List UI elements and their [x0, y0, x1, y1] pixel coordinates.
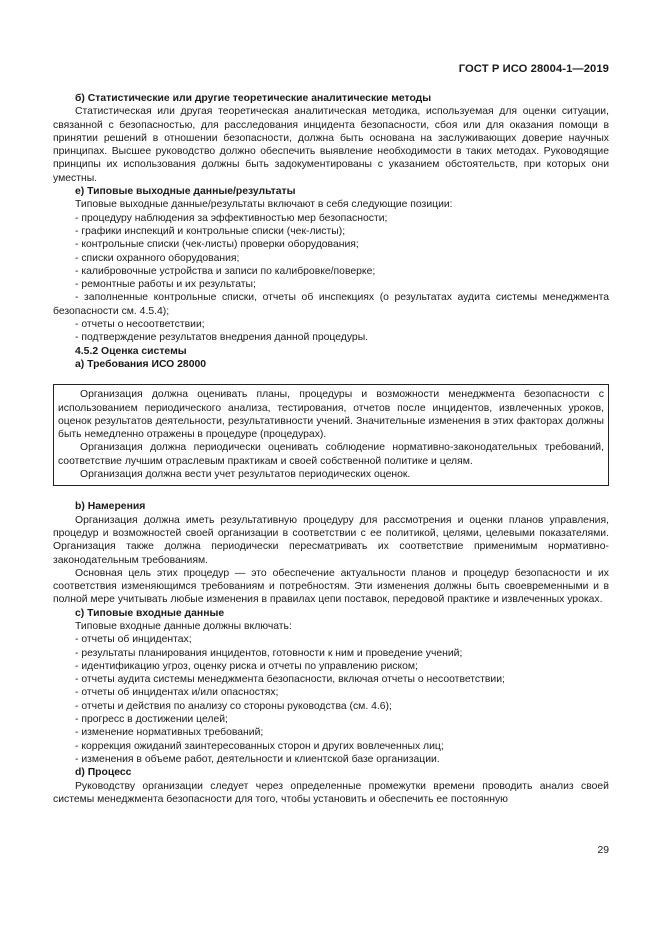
section-d-heading: d) Процесс — [75, 767, 132, 779]
section-d-paragraph: Руководству организации следует через определенные промежутки времени проводить анализ своей системы менеджмента безопасности для того, чтобы установить и обеспечить ее постоянную — [53, 780, 609, 805]
requirement-paragraph: Организация должна оценивать планы, процедуры и возможности менеджмента безопасности с использованием периодического анализа, тестирования, отчетов после инцидентов, извлеченных уроков, оценок результатов деятельности, результативности учений. Значительные изменения в этих факторах должны быть немедленно отражены в процедуре (процедурах). — [58, 389, 604, 441]
list-item: - ремонтные работы и их результаты; — [75, 279, 256, 291]
section-b-paragraph: Организация должна иметь результативную процедуру для рассмотрения и оценки планов управления, процедур и возможностей своей организации в соответствии с ее политикой, целями, целевыми показателями. Организация также должна периодически пересматривать их соответствие применимым нормативно-законодательным требованиям. — [53, 514, 609, 566]
list-item: - контрольные списки (чек-листы) проверки оборудования; — [75, 239, 359, 251]
list-item: - калибровочные устройства и записи по калибровке/поверке; — [75, 265, 376, 277]
list-item: - отчеты о несоответствии; — [75, 319, 205, 331]
page-content — [53, 92, 609, 806]
list-item: - отчеты и действия по анализу со стороны руководства (см. 4.6); — [75, 700, 392, 712]
list-item: - отчеты об инцидентах и/или опасностях; — [75, 687, 279, 699]
list-item: - отчеты об инцидентах; — [75, 634, 192, 646]
iso-requirements-box — [53, 384, 609, 486]
list-item: - списки охранного оборудования; — [75, 252, 240, 264]
list-item: - отчеты аудита системы менеджмента безопасности, включая отчеты о несоответствии; — [75, 674, 505, 686]
section-c-intro: Типовые входные данные должны включать: — [75, 620, 292, 632]
list-item: - прогресс в достижении целей; — [75, 714, 228, 726]
clause-4-5-2-heading: 4.5.2 Оценка системы — [75, 345, 187, 357]
list-item: - результаты планирования инцидентов, готовности к ним и проведение учений; — [75, 647, 463, 659]
section-e-intro: Типовые выходные данные/результаты включают в себя следующие позиции: — [75, 199, 453, 211]
page-number: 29 — [597, 845, 609, 856]
list-item: - заполненные контрольные списки, отчеты об инспекциях (о результатах аудита системы менеджмента безопасности см. 4.5.4); — [53, 292, 609, 317]
section-f-paragraph: Статистическая или другая теоретическая аналитическая методика, используемая для оценки ситуации, связанной с безопасностью, для расследования инцидента безопасности, сбоя или для оказания помощи в принятии решений в отношении безопасности, должна быть основана на заслуживающих доверие научных принципах. Высшее руководство должно обеспечить выявление необходимости в таких методах. Руководящие принципы их использования должны быть задокументированы с указанием обстоятельств, при которых они уместны. — [53, 106, 609, 184]
list-item: - изменение нормативных требований; — [75, 727, 264, 739]
list-item: - графики инспекций и контрольные списки (чек-листы); — [75, 225, 346, 237]
list-item: - подтверждение результатов внедрения данной процедуры. — [75, 332, 369, 344]
list-item: - коррекция ожиданий заинтересованных сторон и других вовлеченных лиц; — [75, 740, 444, 752]
list-item: - идентификацию угроз, оценку риска и отчеты по управлению риском; — [75, 660, 418, 672]
requirement-paragraph: Организация должна вести учет результатов периодических оценок. — [80, 469, 411, 481]
section-f-heading: б) Статистические или другие теоретические аналитические методы — [75, 93, 432, 104]
list-item: - изменения в объеме работ, деятельности и клиентской базе организации. — [75, 753, 440, 765]
list-item: - процедуру наблюдения за эффективностью мер безопасности; — [75, 212, 388, 224]
section-e-heading: е) Типовые выходные данные/результаты — [75, 186, 296, 198]
requirement-paragraph: Организация должна периодически оценивать соблюдение нормативно-законодательных требований, соответствие лучшим отраслевым практикам и своей собственной политике и целям. — [58, 442, 604, 467]
section-b-paragraph: Основная цель этих процедур — это обеспечение актуальности планов и процедур безопасности и их соответствия изменяющимся требованиям и потребностям. Эти изменения должны быть своевременными и в полной мере учитывать любые изменения в правилах цепи поставок, передовой практике и извлеченных уроках. — [53, 567, 609, 606]
page-header: ГОСТ Р ИСО 28004-1—2019 — [458, 63, 609, 75]
section-c-heading: с) Типовые входные данные — [75, 607, 225, 619]
section-b-heading: b) Намерения — [75, 501, 146, 513]
section-a-heading: а) Требования ИСО 28000 — [75, 358, 207, 370]
